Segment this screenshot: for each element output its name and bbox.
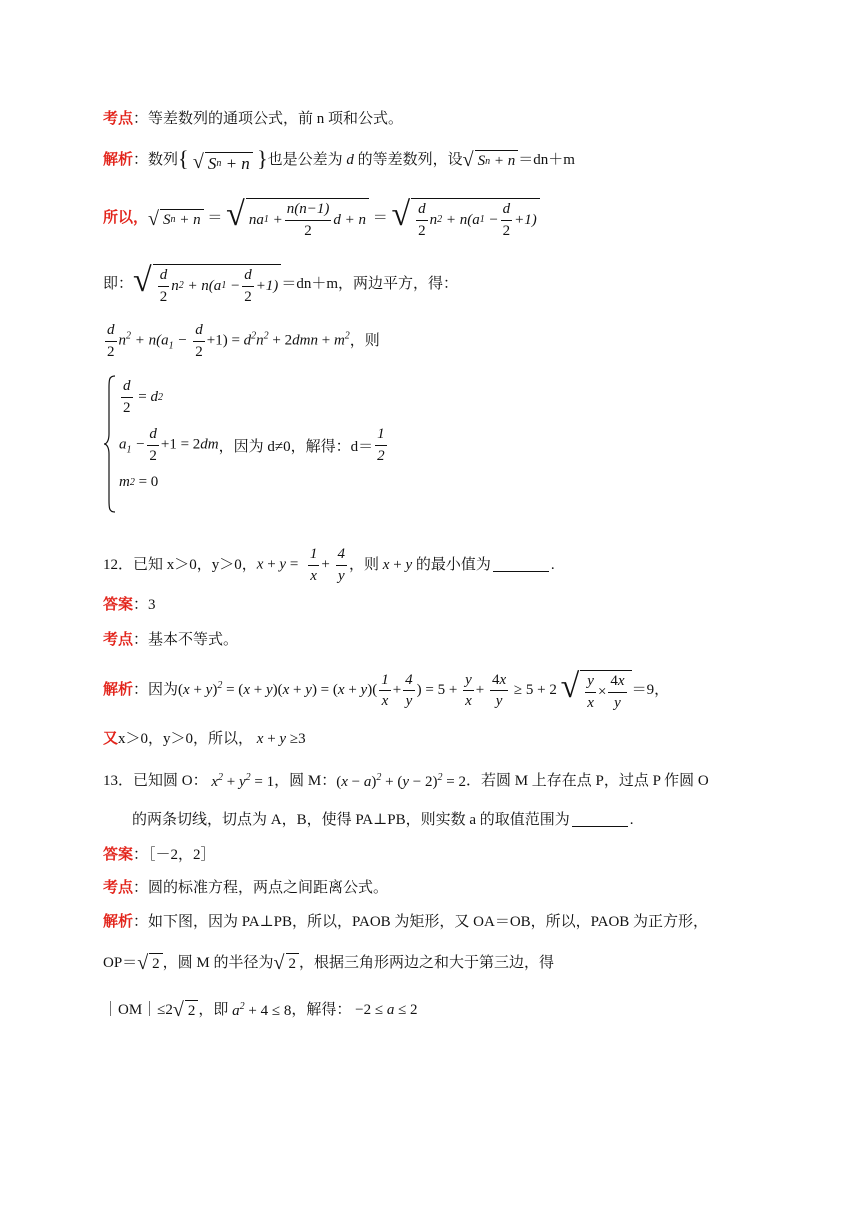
kaodian-label: 考点 [103,632,134,648]
circle-m-eq: $(x - a)^2 + (y - 2)^2 = 2$ [336,772,466,790]
q12-kaodian-text: ：基本不等式。 [133,632,239,648]
q12-you: 又 x＞0，y＞0，所以， x + y ≥3 [103,731,306,747]
answer-blank [572,814,628,827]
q13-jiexi-3b: ，即 [198,1001,229,1018]
q13-jiexi-2 [103,953,554,973]
suoyi-line: 所以 ， √ S n + n ＝ √ na 1 + $\frac{n(n-1)}{2}$ d + n ＝ √ $\frac{d}{2}$ n 2 + n(a 1 − $\frac{d}{2}$ +1) [103,198,540,239]
d-half: $\frac{1}{2}$ [377,426,385,464]
system-row-3: m 2 = 0 [119,474,159,490]
q13-stem-b: ，圆 M： [274,773,337,789]
q12-stem-c: 的最小值为 [415,556,491,573]
daan-label: 答案 [103,597,134,613]
q12-stem-a: 已知 x＞0，y＞0， [133,556,257,573]
jiexi-label: 解析 [103,682,134,698]
jiexi-label: 解析 [103,914,134,930]
kaodian-text: ：等差数列的通项公式，前 n 项和公式。 [133,111,404,127]
jiexi-text-d: ＝dn＋m [518,151,575,168]
jiexi-text-c: 的等差数列，设 [357,151,463,168]
q13-jiexi-3 [103,1000,418,1020]
kaodian-label: 考点 [103,111,134,127]
sqrt-sn-n-2: √ S n + n [148,209,204,229]
system-tail: ，因为 d≠0，解得：d＝ [218,438,374,455]
sqrt-2: √ 2 [137,953,162,973]
q13-stem-end: . [629,812,634,828]
q13-jiexi-2a: OP＝ [103,954,138,971]
suoyi-comma: ， [133,210,149,226]
suoyi-label: 所以 [103,210,134,226]
q12-stem-end: . [550,556,555,573]
ji-tail: ＝dn＋m，两边平方，得： [281,276,458,292]
q12-jiexi [103,670,669,711]
q13-stem-1 [103,773,709,790]
q13-answer [103,848,216,863]
q12-kaodian [103,633,238,648]
q13-stem-c: ．若圆 M 上存在点 P，过点 P 作圆 O [465,773,709,789]
q12-condition: x + y = $\frac{1}{x}$ + $\frac{4}{y}$ [256,546,346,584]
sqrt-2: √ 2 [173,1000,198,1020]
answer-blank [493,559,549,572]
q12-stem-b: ，则 [349,556,380,573]
a-range: −2 ≤ a ≤ 2 [351,1001,418,1018]
jiexi-label: 解析 [103,151,134,168]
q13-stem-line2: 的两条切线，切点为 A，B，使得 PA⊥PB，则实数 a 的取值范围为 [132,812,570,828]
ji-line [103,264,458,305]
sqrt-sn-n: √ S n + n [463,150,519,170]
q12-answer-text: ：3 [133,597,156,613]
q13-stem-a: 已知圆 O： [133,773,208,789]
kaodian-label: 考点 [103,880,134,896]
expand-equation: $\frac{d}{2}$ $n^2 + n(a_1$ − $\frac{d}{2}$ $+1) = d^2n^2 + 2dmn + m^2$ [107,322,350,360]
jiexi-text-a: ：数列 [133,151,179,168]
q12-number: 12． [103,556,134,573]
q12-you-text: x＞0，y＞0，所以， [118,731,254,747]
q13-number: 13． [103,773,134,789]
q13-stem-2 [132,813,634,828]
equation-system [103,374,463,514]
sqrt-expanded-2: √ $\frac{d}{2}$ n 2 + n(a 1 − $\frac{d}{2}$ +1) [391,198,539,239]
expand-tail: ，则 [349,332,380,349]
system-row-1: $\frac{d}{2}$ = d 2 [123,378,163,416]
you-label: 又 [103,731,119,747]
ji-label: 即： [103,276,134,292]
q13-jiexi-2b: ，圆 M 的半径为 [162,954,274,971]
left-brace-icon [103,374,117,514]
expand-line [103,322,380,360]
var-d: d [342,151,358,168]
q12-inequality: $(x + y)^2 = (x + y)(x + y) = (x + y)$( $\frac{1}{x}$ + $\frac{4}{y}$ ) = 5 + $\frac{y}{x}$ + $\frac{4x}{y}$ ≥ 5 + 2 √ $\frac{y}{x}$ × $\frac{4x}{y}$ [178,670,632,711]
q12-you-result: ≥3 [289,731,306,747]
sequence-set: { √ S n + n } [178,146,268,174]
jiexi-text-b: 也是公差为 [267,151,343,168]
q12-jiexi-a: ：因为 [133,682,179,698]
q13-jiexi-3a: ｜OM｜≤2 [103,1001,173,1018]
daan-label: 答案 [103,847,134,863]
q12-stem: 12． 已知 x＞0，y＞0， x + y = $\frac{1}{x}$ + $\frac{4}{y}$ ，则 x + y 的最小值为 . [103,546,555,584]
circle-o-eq: $x^2 + y^2 = 1$ [207,772,275,790]
q12-answer [103,598,156,613]
q13-jiexi-2c: ，根据三角形两边之和大于第三边，得 [299,954,555,971]
jiexi-line-11 [103,148,575,172]
kaodian-line-11 [103,112,403,127]
q13-jiexi-line1: ：如下图，因为 PA⊥PB，所以，PAOB 为矩形，又 OA＝OB，所以，PAOB 为正方形， [133,914,709,930]
sqrt-expanded-1: √ na 1 + $\frac{n(n-1)}{2}$ d + n [226,198,369,239]
q13-kaodian-text: ：圆的标准方程，两点之间距离公式。 [133,880,389,896]
a-inequality: $a^2 + 4 \le 8$ [228,1000,292,1019]
q13-answer-text: ：［－2，2］ [133,847,216,863]
sqrt-2: √ 2 [274,953,299,973]
system-row-2: $a_1$ − $\frac{d}{2}$ +1 = 2dm ，因为 d≠0，解得：d＝ $\frac{1}{2}$ [119,426,385,464]
q13-jiexi-3c: ，解得： [291,1001,352,1018]
sqrt-expanded-3: √ $\frac{d}{2}$ n 2 + n(a 1 − $\frac{d}{2}$ +1) [133,264,281,305]
q13-jiexi-1 [103,915,708,930]
q12-result: ＝9， [631,682,670,698]
q13-kaodian [103,881,388,896]
